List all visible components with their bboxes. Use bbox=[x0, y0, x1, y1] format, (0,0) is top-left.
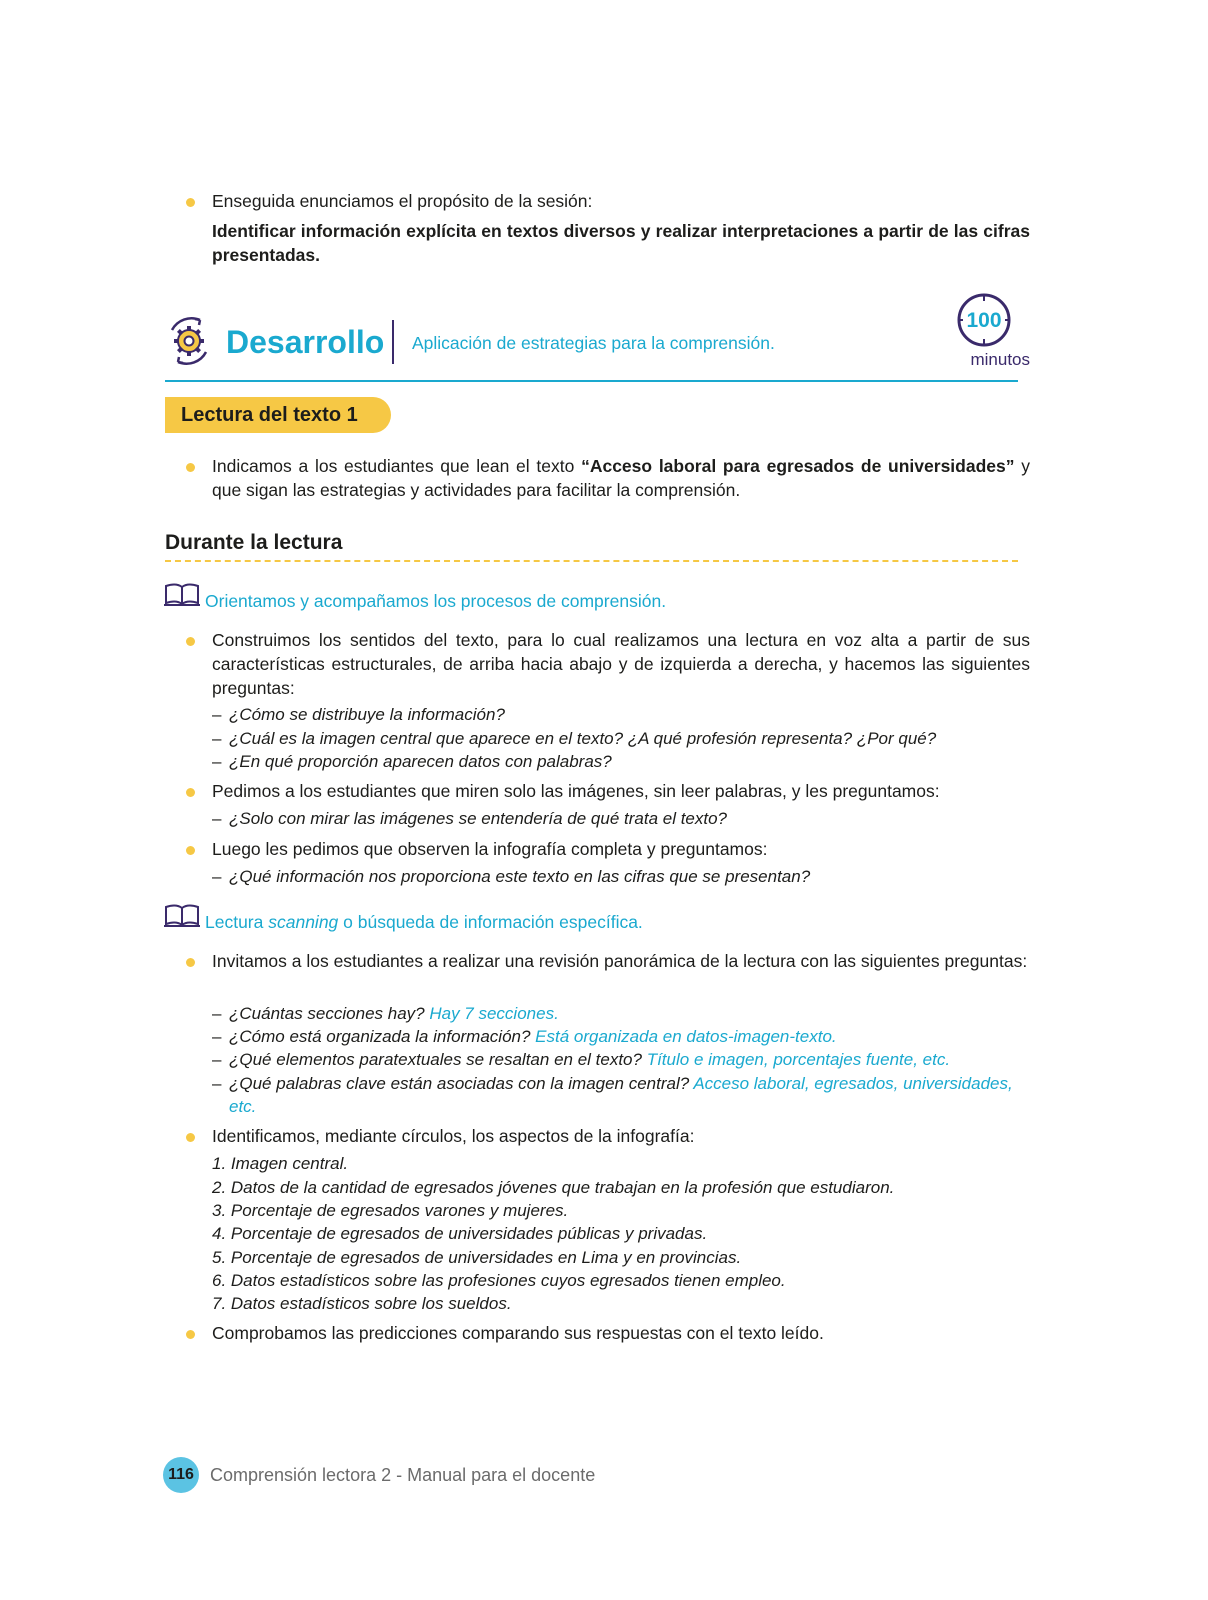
qa-line-cont bbox=[212, 1095, 1030, 1119]
bullet-construimos: Construimos los sentidos del texto, para lo cual realizamos una lectura en voz alta a partir de sus características estructurales, de arriba hacia abajo y de izquierda a derecha, y hacemos las siguientes preguntas: bbox=[212, 630, 1030, 698]
bullet-luego: Luego les pedimos que observen la infografía completa y preguntamos: bbox=[212, 839, 768, 859]
qa-line: – ¿Qué palabras clave están asociadas con la imagen central? Acceso laboral, egresados, universidades, bbox=[212, 1072, 1030, 1096]
title-divider bbox=[392, 320, 394, 364]
section-rule bbox=[165, 380, 1018, 382]
dash: – bbox=[212, 867, 222, 886]
book-title: Comprensión lectora 2 - Manual para el docente bbox=[210, 1465, 596, 1485]
instruction-text bbox=[212, 454, 1030, 502]
question-line: – ¿Qué información nos proporciona este texto en las cifras que se presentan? bbox=[212, 865, 1030, 889]
durante-heading: Durante la lectura bbox=[165, 531, 343, 554]
dash: – bbox=[212, 705, 222, 724]
timer-value: 100 bbox=[966, 309, 1002, 332]
aspect-item: 2. Datos de la cantidad de egresados jóvenes que trabajan en la profesión que estudiaron. bbox=[212, 1178, 895, 1197]
bullet-dot bbox=[186, 637, 195, 646]
guide-text-2: Lectura scanning o búsqueda de información específica. bbox=[205, 912, 643, 932]
instruction-post: y que sigan las estrategias y actividades para facilitar la comprensión. bbox=[212, 456, 1030, 500]
dash: – bbox=[212, 1050, 222, 1069]
aspect-item: 6. Datos estadísticos sobre las profesiones cuyos egresados tienen empleo. bbox=[212, 1271, 786, 1290]
intro-line: Enseguida enunciamos el propósito de la sesión: bbox=[212, 191, 593, 211]
book-icon bbox=[164, 583, 200, 607]
bullet-dot bbox=[186, 1330, 195, 1339]
bullet-dot bbox=[186, 846, 195, 855]
dash: – bbox=[212, 752, 222, 771]
bullet-pedimos: Pedimos a los estudiantes que miren solo las imágenes, sin leer palabras, y les preguntamos: bbox=[212, 781, 940, 801]
qa-line: – ¿Cómo está organizada la información? Está organizada en datos-imagen-texto. bbox=[212, 1025, 1030, 1049]
dash: – bbox=[212, 1074, 222, 1093]
bullet-dot bbox=[186, 788, 195, 797]
dash: – bbox=[212, 1004, 222, 1023]
answer: Está organizada en datos-imagen-texto. bbox=[535, 1027, 837, 1046]
aspect-item: 7. Datos estadísticos sobre los sueldos. bbox=[212, 1294, 512, 1313]
answer: etc. bbox=[229, 1097, 257, 1116]
dash: – bbox=[212, 729, 222, 748]
aspect-item: 5. Porcentaje de egresados de universidades en Lima y en provincias. bbox=[212, 1248, 742, 1267]
bullet-dot bbox=[186, 1133, 195, 1142]
question-line: – ¿En qué proporción aparecen datos con palabras? bbox=[212, 750, 1030, 774]
section-title: Desarrollo bbox=[226, 324, 385, 360]
book-icon bbox=[164, 904, 200, 928]
section-subtitle: Aplicación de estrategias para la comprensión. bbox=[412, 333, 775, 353]
bullet-comprobamos: Comprobamos las predicciones comparando sus respuestas con el texto leído. bbox=[212, 1323, 824, 1343]
bullet-dot bbox=[186, 958, 195, 967]
aspect-item: 4. Porcentaje de egresados de universidades públicas y privadas. bbox=[212, 1224, 708, 1243]
qa-line: – ¿Cuántas secciones hay? Hay 7 secciones. bbox=[212, 1002, 1030, 1026]
guide-text-1: Orientamos y acompañamos los procesos de comprensión. bbox=[205, 591, 667, 611]
dash: – bbox=[212, 1027, 222, 1046]
page-number-badge bbox=[163, 1457, 199, 1493]
heading-dashed-rule bbox=[165, 560, 1018, 562]
bullet-invitamos: Invitamos a los estudiantes a realizar una revisión panorámica de la lectura con las siguientes preguntas: bbox=[212, 951, 1028, 971]
text-title: “Acceso laboral para egresados de universidades” bbox=[581, 456, 1015, 476]
gear-icon bbox=[162, 314, 216, 368]
answer: Hay 7 secciones. bbox=[429, 1004, 559, 1023]
reading-tag bbox=[165, 397, 391, 433]
answer: Acceso laboral, egresados, universidades, bbox=[693, 1074, 1013, 1093]
reading-tag-label: Lectura del texto 1 bbox=[181, 404, 358, 426]
qa-line: – ¿Qué elementos paratextuales se resaltan en el texto? Título e imagen, porcentajes fuente, etc. bbox=[212, 1048, 1030, 1072]
question-line: – ¿Cómo se distribuye la información? bbox=[212, 703, 1030, 727]
page-number: 116 bbox=[168, 1466, 194, 1483]
bullet-dot bbox=[186, 198, 195, 207]
question-line: – ¿Solo con mirar las imágenes se entendería de qué trata el texto? bbox=[212, 807, 1030, 831]
bullet-dot bbox=[186, 463, 195, 472]
instruction-pre: Indicamos a los estudiantes que lean el texto bbox=[212, 456, 582, 476]
dash: – bbox=[212, 809, 222, 828]
aspect-item: 1. Imagen central. bbox=[212, 1154, 349, 1173]
bullet-identificamos: Identificamos, mediante círculos, los aspectos de la infografía: bbox=[212, 1126, 695, 1146]
question-line: – ¿Cuál es la imagen central que aparece en el texto? ¿A qué profesión representa? ¿Por qué? bbox=[212, 727, 1030, 751]
session-purpose: Identificar información explícita en textos diversos y realizar interpretaciones a partir de las cifras presentadas. bbox=[212, 221, 1030, 265]
aspect-item: 3. Porcentaje de egresados varones y mujeres. bbox=[212, 1201, 569, 1220]
answer: Título e imagen, porcentajes fuente, etc. bbox=[646, 1050, 951, 1069]
timer-unit: minutos bbox=[970, 350, 1030, 369]
